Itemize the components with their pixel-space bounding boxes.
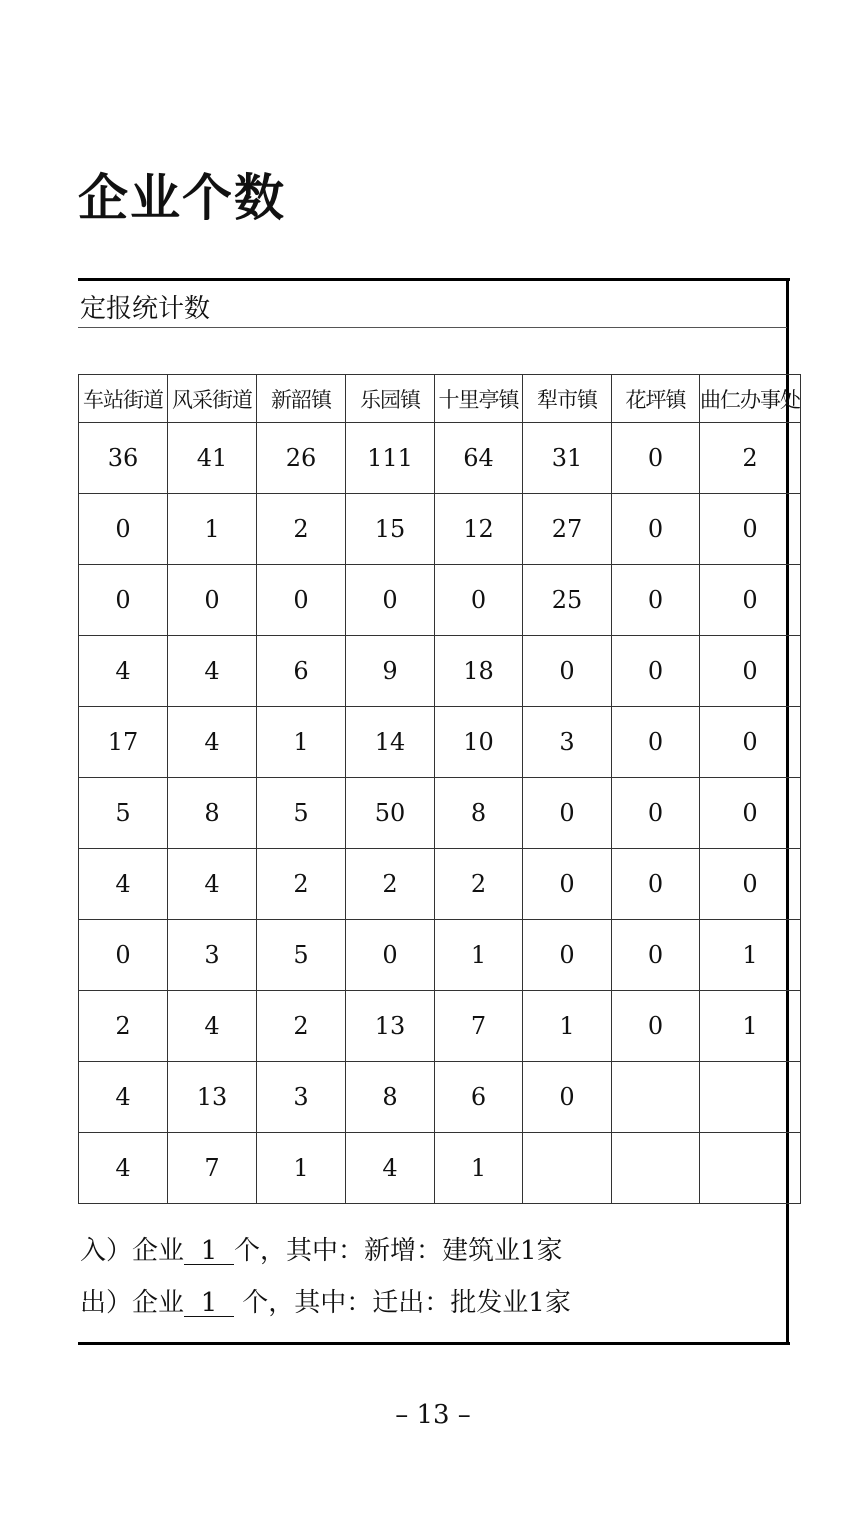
table-cell: 0 [79,494,168,565]
table-cell: 3 [257,1062,346,1133]
table-row [79,1062,801,1133]
table-cell: 15 [346,494,435,565]
table-cell: 0 [523,849,612,920]
table-cell: 50 [346,778,435,849]
table-cell: 4 [79,636,168,707]
note-out-suffix: 个，其中：迁出：批发业1家 [234,1288,571,1318]
table-cell: 0 [168,565,257,636]
frame-top-rule [78,278,790,281]
table-cell: 31 [523,423,612,494]
table-cell: 2 [700,423,801,494]
table-cell: 4 [79,1062,168,1133]
table-cell: 7 [435,991,523,1062]
note-in-count: 1 [184,1238,234,1265]
table-cell [700,1062,801,1133]
column-header: 十里亭镇 [435,375,523,423]
table-cell: 0 [700,494,801,565]
table-row [79,565,801,636]
table-cell: 8 [346,1062,435,1133]
table-cell: 14 [346,707,435,778]
table-row [79,1133,801,1204]
table-cell: 2 [79,991,168,1062]
table-row [79,991,801,1062]
table-cell: 27 [523,494,612,565]
table-row [79,778,801,849]
table-row [79,707,801,778]
table-cell: 4 [168,849,257,920]
frame-bottom-rule [78,1342,790,1345]
table-cell: 0 [612,849,700,920]
table-cell: 2 [435,849,523,920]
table-subtitle: 定报统计数 [80,294,211,324]
table-cell: 0 [612,707,700,778]
statistics-table [78,374,801,1204]
table-cell: 4 [79,849,168,920]
table-cell: 1 [168,494,257,565]
table-cell: 25 [523,565,612,636]
table-cell: 0 [523,1062,612,1133]
table-cell: 64 [435,423,523,494]
table-body [79,423,801,1204]
table-cell: 1 [435,920,523,991]
table-cell: 1 [700,991,801,1062]
table-row [79,849,801,920]
table-cell: 2 [257,494,346,565]
table-cell: 3 [523,707,612,778]
table-cell [523,1133,612,1204]
table-cell: 8 [435,778,523,849]
table-cell: 0 [523,920,612,991]
table-row [79,494,801,565]
table-cell: 0 [700,636,801,707]
header-row [79,375,801,423]
table-cell: 1 [257,707,346,778]
table-cell: 0 [523,778,612,849]
table-header [79,375,801,423]
note-in-prefix: 入）企业 [80,1236,185,1266]
note-out-prefix: 出）企业 [80,1288,185,1318]
table-row [79,920,801,991]
note-in-suffix: 个，其中：新增：建筑业1家 [234,1236,563,1266]
column-header: 乐园镇 [346,375,435,423]
table-row [79,636,801,707]
table-cell: 5 [79,778,168,849]
column-header: 曲仁办事处 [700,375,801,423]
table-cell: 26 [257,423,346,494]
table-cell: 4 [79,1133,168,1204]
table-cell [612,1062,700,1133]
table-cell: 12 [435,494,523,565]
table-cell: 8 [168,778,257,849]
table-cell: 0 [700,565,801,636]
table-cell: 0 [612,636,700,707]
page-title: 企业个数 [78,168,286,227]
table-cell: 0 [79,920,168,991]
table-cell: 0 [79,565,168,636]
note-line-out [80,1282,571,1319]
table-cell: 1 [257,1133,346,1204]
table-cell: 2 [257,991,346,1062]
table-cell: 13 [346,991,435,1062]
table-cell: 1 [435,1133,523,1204]
table-cell: 13 [168,1062,257,1133]
table-cell: 0 [435,565,523,636]
table-cell [612,1133,700,1204]
table-cell: 4 [346,1133,435,1204]
table-cell [700,1133,801,1204]
table-cell: 5 [257,778,346,849]
table-cell: 0 [612,423,700,494]
table-cell: 0 [700,778,801,849]
table-cell: 0 [346,920,435,991]
table-cell: 0 [612,778,700,849]
column-header: 车站街道 [79,375,168,423]
column-header: 新韶镇 [257,375,346,423]
table-row [79,423,801,494]
table-cell: 6 [257,636,346,707]
table-cell: 17 [79,707,168,778]
table-cell: 0 [346,565,435,636]
table-cell: 5 [257,920,346,991]
column-header: 花坪镇 [612,375,700,423]
table-cell: 4 [168,636,257,707]
table-cell: 1 [523,991,612,1062]
table-cell: 2 [346,849,435,920]
table-cell: 4 [168,707,257,778]
table-cell: 111 [346,423,435,494]
table-cell: 4 [168,991,257,1062]
table-cell: 41 [168,423,257,494]
page-number: – 13 – [395,1400,471,1430]
table-cell: 2 [257,849,346,920]
note-out-count: 1 [184,1290,234,1317]
table-cell: 0 [612,991,700,1062]
table-cell: 36 [79,423,168,494]
table-cell: 9 [346,636,435,707]
table-cell: 0 [612,920,700,991]
table-cell: 0 [700,707,801,778]
subtitle-divider [78,327,787,328]
table-cell: 0 [700,849,801,920]
table-cell: 6 [435,1062,523,1133]
table-cell: 3 [168,920,257,991]
column-header: 风采街道 [168,375,257,423]
table-cell: 0 [612,565,700,636]
table-cell: 1 [700,920,801,991]
table-cell: 10 [435,707,523,778]
column-header: 犁市镇 [523,375,612,423]
table-cell: 7 [168,1133,257,1204]
table-cell: 0 [257,565,346,636]
table-cell: 0 [612,494,700,565]
note-line-in [80,1230,563,1267]
table-cell: 0 [523,636,612,707]
table-cell: 18 [435,636,523,707]
